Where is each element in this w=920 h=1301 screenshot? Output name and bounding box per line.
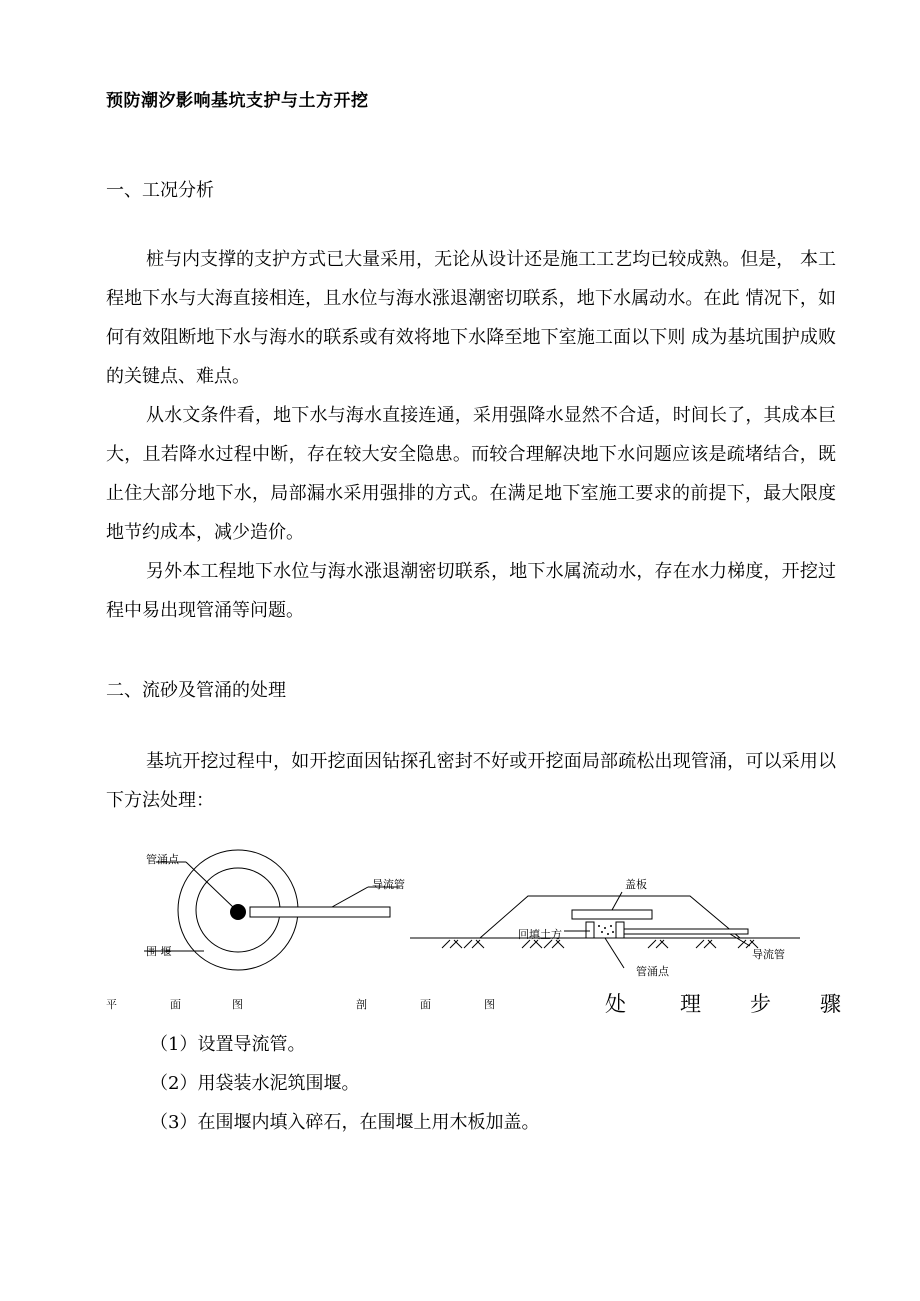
label-backfill: 回填土方 [518, 928, 562, 941]
label-guide-pipe: 导流管 [372, 878, 405, 891]
caption-plan-char: 平 [106, 998, 117, 1011]
section-view [410, 892, 800, 968]
caption-plan-char: 图 [232, 998, 243, 1011]
cofferdam-left [586, 922, 594, 938]
caption-section-char: 面 [420, 998, 431, 1011]
step-item: （1）设置导流管。 [150, 1034, 306, 1055]
label-section-guide-pipe: 导流管 [752, 948, 785, 961]
pipe-point-leader-diag [186, 862, 234, 908]
gravel-fill [598, 925, 614, 935]
caption-section-char: 图 [484, 998, 495, 1011]
document-title: 预防潮汐影响基坑支护与土方开挖 [106, 91, 369, 111]
step-item: （2）用袋装水泥筑围堰。 [150, 1073, 360, 1094]
step-item: （3）在围堰内填入碎石，在围堰上用木板加盖。 [150, 1112, 540, 1133]
caption-steps-char: 步 [750, 992, 771, 1016]
caption-steps-char: 处 [605, 992, 626, 1016]
label-pipe-point: 管涌点 [146, 853, 179, 866]
section-pipe-point-leader [605, 938, 624, 968]
paragraph: 从水文条件看，地下水与海水直接连通，采用强降水显然不合适，时间长了，其成本巨大，且若降水过程中断，存在较大安全隐患。而较合理解决地下水问题应该是疏堵结合，既止住大部分地下水，局部漏水采用强排的方式。在满足地下室施工要求的前提下，最大限度地节约成本，减少造价。 [106, 405, 836, 543]
label-cofferdam: 围 堰 [146, 945, 172, 958]
caption-section-char: 剖 [356, 998, 367, 1011]
caption-plan-char: 面 [170, 998, 181, 1011]
label-cover-plate: 盖板 [625, 878, 647, 891]
paragraph: 桩与内支撑的支护方式已大量采用，无论从设计还是施工工艺均已较成熟。但是， 本工程地下水与大海直接相连，且水位与海水涨退潮密切联系，地下水属动水。在此 情况下，如何有效阻断地下水与海水的联系或有效将地下水降至地下室施工面以下则 成为基坑围护成败的关键点、难点。 [106, 249, 836, 387]
treatment-diagram [100, 840, 840, 1020]
plan-view [144, 850, 400, 970]
section-heading-treatment: 二、流砂及管涌的处理 [106, 680, 286, 701]
soil-hatch [442, 940, 758, 948]
paragraph: 另外本工程地下水位与海水涨退潮密切联系，地下水属流动水，存在水力梯度，开挖过程中易出现管涌等问题。 [106, 561, 836, 621]
section-guide-leader [730, 934, 750, 946]
cover-plate [572, 910, 652, 919]
section-heading-analysis: 一、工况分析 [106, 180, 214, 201]
cover-plate-leader [612, 892, 622, 910]
caption-steps-char: 理 [680, 992, 701, 1016]
paragraph: 基坑开挖过程中，如开挖面因钻探孔密封不好或开挖面局部疏松出现管涌，可以采用以下方法处理： [106, 751, 836, 811]
guide-pipe-leader [332, 887, 368, 907]
caption-steps-char: 骤 [820, 992, 841, 1016]
guide-pipe-section [624, 929, 748, 934]
cofferdam-right [616, 922, 624, 938]
label-section-pipe-point: 管涌点 [636, 965, 669, 978]
guide-pipe-plan [250, 907, 390, 917]
